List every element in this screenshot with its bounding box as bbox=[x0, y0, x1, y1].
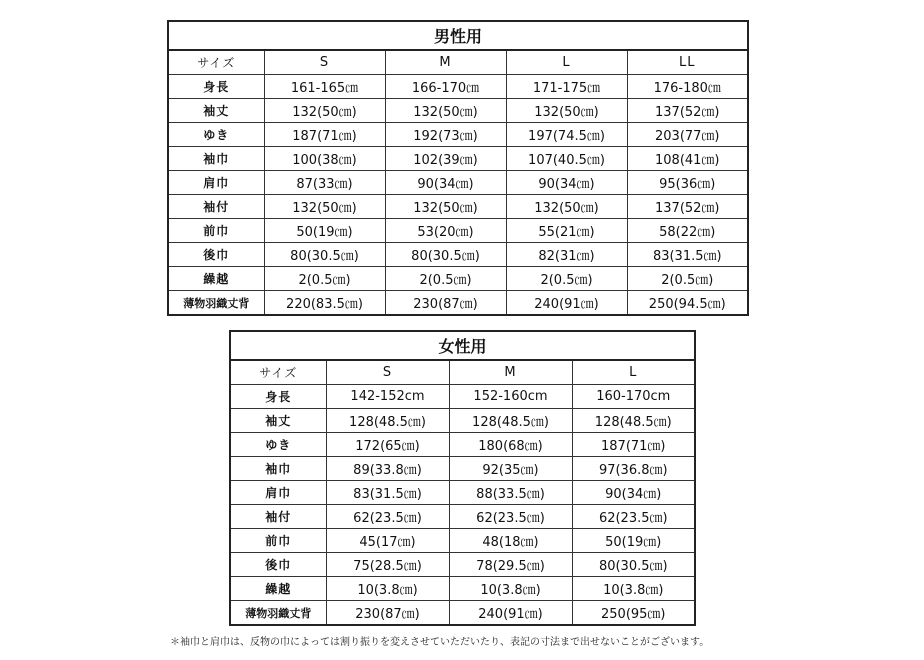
table-cell: 160-170cm bbox=[572, 385, 695, 409]
table-cell: 203(77㎝) bbox=[627, 123, 748, 147]
table-row bbox=[168, 123, 748, 147]
men-table-title: 男性用 bbox=[168, 21, 748, 50]
row-label: 繰越 bbox=[168, 267, 264, 291]
row-label: 袖丈 bbox=[230, 409, 326, 433]
table-cell: 88(33.5㎝) bbox=[449, 481, 572, 505]
table-cell: 100(38㎝) bbox=[264, 147, 385, 171]
table-cell: 250(95㎝) bbox=[572, 601, 695, 626]
size-column-header: LL bbox=[627, 50, 748, 75]
table-cell: 230(87㎝) bbox=[326, 601, 449, 626]
table-cell: 107(40.5㎝) bbox=[506, 147, 627, 171]
row-label: 袖巾 bbox=[168, 147, 264, 171]
row-label: 薄物羽織丈背 bbox=[230, 601, 326, 626]
table-row bbox=[168, 291, 748, 316]
table-cell: 172(65㎝) bbox=[326, 433, 449, 457]
table-cell: 2(0.5㎝) bbox=[385, 267, 506, 291]
row-label: 袖丈 bbox=[168, 99, 264, 123]
table-cell: 240(91㎝) bbox=[449, 601, 572, 626]
table-row bbox=[168, 147, 748, 171]
table-cell: 161-165㎝ bbox=[264, 75, 385, 99]
men-title-row bbox=[168, 21, 748, 50]
table-cell: 83(31.5㎝) bbox=[326, 481, 449, 505]
footnote: ＊袖巾と肩巾は、反物の巾によっては割り振りを変えさせていただいたり、表記の寸法まで出せないことがございます。 bbox=[170, 637, 710, 648]
table-cell: 220(83.5㎝) bbox=[264, 291, 385, 316]
table-row bbox=[168, 195, 748, 219]
table-cell: 230(87㎝) bbox=[385, 291, 506, 316]
men-size-table bbox=[167, 20, 749, 316]
row-label: 身長 bbox=[230, 385, 326, 409]
table-row bbox=[230, 385, 695, 409]
table-cell: 180(68㎝) bbox=[449, 433, 572, 457]
size-header-label: サイズ bbox=[230, 360, 326, 385]
women-title-row bbox=[230, 331, 695, 360]
table-cell: 90(34㎝) bbox=[572, 481, 695, 505]
table-cell: 128(48.5㎝) bbox=[326, 409, 449, 433]
table-cell: 92(35㎝) bbox=[449, 457, 572, 481]
table-cell: 137(52㎝) bbox=[627, 195, 748, 219]
table-cell: 50(19㎝) bbox=[264, 219, 385, 243]
table-cell: 128(48.5㎝) bbox=[449, 409, 572, 433]
table-row bbox=[230, 409, 695, 433]
table-row bbox=[230, 433, 695, 457]
table-row bbox=[230, 601, 695, 626]
table-row bbox=[168, 243, 748, 267]
table-cell: 171-175㎝ bbox=[506, 75, 627, 99]
table-cell: 2(0.5㎝) bbox=[264, 267, 385, 291]
table-cell: 83(31.5㎝) bbox=[627, 243, 748, 267]
table-cell: 187(71㎝) bbox=[572, 433, 695, 457]
row-label: 肩巾 bbox=[230, 481, 326, 505]
table-row bbox=[230, 529, 695, 553]
table-cell: 10(3.8㎝) bbox=[449, 577, 572, 601]
table-cell: 2(0.5㎝) bbox=[627, 267, 748, 291]
table-cell: 166-170㎝ bbox=[385, 75, 506, 99]
table-cell: 80(30.5㎝) bbox=[264, 243, 385, 267]
size-column-header: M bbox=[385, 50, 506, 75]
table-row bbox=[168, 171, 748, 195]
table-cell: 132(50㎝) bbox=[385, 99, 506, 123]
table-cell: 58(22㎝) bbox=[627, 219, 748, 243]
table-cell: 95(36㎝) bbox=[627, 171, 748, 195]
row-label: 肩巾 bbox=[168, 171, 264, 195]
size-column-header: S bbox=[264, 50, 385, 75]
row-label: 後巾 bbox=[168, 243, 264, 267]
table-row bbox=[230, 577, 695, 601]
women-header-row bbox=[230, 360, 695, 385]
table-cell: 132(50㎝) bbox=[506, 99, 627, 123]
table-cell: 90(34㎝) bbox=[506, 171, 627, 195]
table-cell: 102(39㎝) bbox=[385, 147, 506, 171]
row-label: 袖付 bbox=[168, 195, 264, 219]
table-cell: 87(33㎝) bbox=[264, 171, 385, 195]
table-cell: 187(71㎝) bbox=[264, 123, 385, 147]
men-table-body bbox=[168, 21, 748, 315]
size-column-header: L bbox=[506, 50, 627, 75]
table-cell: 97(36.8㎝) bbox=[572, 457, 695, 481]
table-cell: 132(50㎝) bbox=[264, 99, 385, 123]
table-cell: 45(17㎝) bbox=[326, 529, 449, 553]
size-column-header: M bbox=[449, 360, 572, 385]
table-cell: 10(3.8㎝) bbox=[326, 577, 449, 601]
table-cell: 192(73㎝) bbox=[385, 123, 506, 147]
table-cell: 62(23.5㎝) bbox=[572, 505, 695, 529]
row-label: 袖付 bbox=[230, 505, 326, 529]
table-row bbox=[168, 99, 748, 123]
table-row bbox=[230, 505, 695, 529]
size-column-header: L bbox=[572, 360, 695, 385]
table-cell: 142-152cm bbox=[326, 385, 449, 409]
table-cell: 75(28.5㎝) bbox=[326, 553, 449, 577]
women-table-title: 女性用 bbox=[230, 331, 695, 360]
table-cell: 90(34㎝) bbox=[385, 171, 506, 195]
table-cell: 132(50㎝) bbox=[264, 195, 385, 219]
row-label: 袖巾 bbox=[230, 457, 326, 481]
table-cell: 80(30.5㎝) bbox=[572, 553, 695, 577]
table-cell: 132(50㎝) bbox=[506, 195, 627, 219]
row-label: 身長 bbox=[168, 75, 264, 99]
row-label: 繰越 bbox=[230, 577, 326, 601]
table-cell: 250(94.5㎝) bbox=[627, 291, 748, 316]
table-cell: 50(19㎝) bbox=[572, 529, 695, 553]
size-header-label: サイズ bbox=[168, 50, 264, 75]
women-size-table bbox=[229, 330, 696, 626]
table-cell: 78(29.5㎝) bbox=[449, 553, 572, 577]
table-cell: 2(0.5㎝) bbox=[506, 267, 627, 291]
table-cell: 10(3.8㎝) bbox=[572, 577, 695, 601]
table-row bbox=[168, 219, 748, 243]
table-cell: 82(31㎝) bbox=[506, 243, 627, 267]
table-cell: 197(74.5㎝) bbox=[506, 123, 627, 147]
table-cell: 55(21㎝) bbox=[506, 219, 627, 243]
table-cell: 132(50㎝) bbox=[385, 195, 506, 219]
table-cell: 48(18㎝) bbox=[449, 529, 572, 553]
table-cell: 53(20㎝) bbox=[385, 219, 506, 243]
table-cell: 108(41㎝) bbox=[627, 147, 748, 171]
table-cell: 240(91㎝) bbox=[506, 291, 627, 316]
table-row bbox=[168, 267, 748, 291]
row-label: 前巾 bbox=[230, 529, 326, 553]
table-row bbox=[168, 75, 748, 99]
row-label: 薄物羽織丈背 bbox=[168, 291, 264, 316]
table-cell: 62(23.5㎝) bbox=[449, 505, 572, 529]
row-label: 前巾 bbox=[168, 219, 264, 243]
table-cell: 176-180㎝ bbox=[627, 75, 748, 99]
table-row bbox=[230, 457, 695, 481]
table-row bbox=[230, 553, 695, 577]
size-column-header: S bbox=[326, 360, 449, 385]
table-cell: 128(48.5㎝) bbox=[572, 409, 695, 433]
table-cell: 62(23.5㎝) bbox=[326, 505, 449, 529]
table-cell: 80(30.5㎝) bbox=[385, 243, 506, 267]
row-label: ゆき bbox=[168, 123, 264, 147]
table-row bbox=[230, 481, 695, 505]
row-label: 後巾 bbox=[230, 553, 326, 577]
table-cell: 89(33.8㎝) bbox=[326, 457, 449, 481]
men-header-row bbox=[168, 50, 748, 75]
table-cell: 137(52㎝) bbox=[627, 99, 748, 123]
table-cell: 152-160cm bbox=[449, 385, 572, 409]
row-label: ゆき bbox=[230, 433, 326, 457]
women-table-body bbox=[230, 331, 695, 625]
